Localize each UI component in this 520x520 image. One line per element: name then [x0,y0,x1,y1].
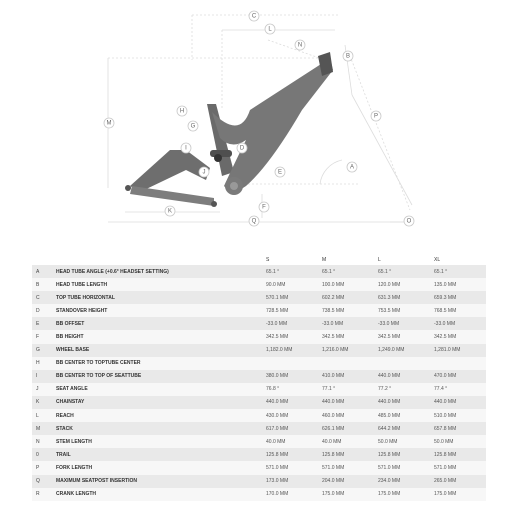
dimension-label-text: P [373,113,379,120]
row-key: A [32,265,52,278]
row-key: N [32,435,52,448]
dimension-label-text: K [167,208,173,215]
row-value-xl: 135.0 MM [430,278,486,291]
row-value-xl: 50.0 MM [430,435,486,448]
row-value-l: 631.3 MM [374,291,430,304]
row-value-m: 460.0 MM [318,409,374,422]
table-row [32,357,486,370]
row-value-xl: 659.3 MM [430,291,486,304]
row-value-l: 644.2 MM [374,422,430,435]
header-size-s: S [266,257,270,263]
table-row [32,291,486,304]
header-size-m: M [322,257,327,263]
table-row [32,461,486,474]
row-key: K [32,396,52,409]
row-measurement-name: STANDOVER HEIGHT [52,304,262,317]
dimension-label-i [181,143,191,153]
dimension-label-text: M [106,120,112,127]
row-measurement-name: BB HEIGHT [52,330,262,343]
row-value-s: 617.0 MM [262,422,318,435]
row-measurement-name: BB OFFSET [52,317,262,330]
dimension-label-d [237,143,247,153]
row-value-m: 77.1 ° [318,383,374,396]
row-value-m: 125.8 MM [318,448,374,461]
row-value-s [262,357,318,370]
row-value-xl: 1,281.0 MM [430,344,486,357]
row-key: J [32,383,52,396]
dimension-label-text: L [268,26,272,33]
row-key: R [32,488,52,501]
header-size-l: L [378,257,381,263]
row-value-s: 40.0 MM [262,435,318,448]
row-value-m: 410.0 MM [318,370,374,383]
dimension-label-text: H [179,108,185,115]
row-measurement-name: TRAIL [52,448,262,461]
row-value-m: -33.0 MM [318,317,374,330]
row-measurement-name: CHAINSTAY [52,396,262,409]
row-value-xl: 470.0 MM [430,370,486,383]
geometry-diagram [0,0,520,240]
row-value-l: 1,249.0 MM [374,344,430,357]
dimension-label-text: G [190,123,196,130]
row-value-xl: 342.5 MM [430,330,486,343]
row-value-xl: 65.1 ° [430,265,486,278]
row-value-s: 570.1 MM [262,291,318,304]
row-value-s: 440.0 MM [262,396,318,409]
table-row [32,409,486,422]
row-value-xl: 125.8 MM [430,448,486,461]
row-measurement-name: STACK [52,422,262,435]
geometry-table [32,255,486,501]
row-value-xl: 265.0 MM [430,475,486,488]
dimension-label-q [249,216,259,226]
dimension-label-text: J [202,169,206,176]
dimension-label-l [265,24,275,34]
row-value-s: 65.1 ° [262,265,318,278]
dimension-label-e [275,167,285,177]
dimension-label-text: Q [251,218,257,225]
row-value-m: 65.1 ° [318,265,374,278]
row-value-s: 76.8 ° [262,383,318,396]
row-value-xl: 657.8 MM [430,422,486,435]
dimension-label-text: N [297,42,303,49]
row-value-s: -33.0 MM [262,317,318,330]
row-value-l: 753.5 MM [374,304,430,317]
row-value-m: 40.0 MM [318,435,374,448]
dimension-label-p [371,111,381,121]
dimension-label-c [249,11,259,21]
dimension-label-text: A [349,164,355,171]
dimension-label-b [343,51,353,61]
row-value-m: 602.2 MM [318,291,374,304]
row-value-xl [430,357,486,370]
row-key: H [32,357,52,370]
dimension-label-n [295,40,305,50]
row-measurement-name: SEAT ANGLE [52,383,262,396]
header-key [32,255,52,265]
row-key: E [32,317,52,330]
row-value-m: 175.0 MM [318,488,374,501]
dimension-label-text: B [345,53,351,60]
row-value-l: 77.2 ° [374,383,430,396]
row-value-m: 204.0 MM [318,475,374,488]
dimension-label-text: F [262,204,266,211]
row-measurement-name: WHEEL BASE [52,344,262,357]
row-value-s: 90.0 MM [262,278,318,291]
row-value-l: 485.0 MM [374,409,430,422]
row-value-l: 571.0 MM [374,461,430,474]
row-measurement-name: BB CENTER TO TOPTUBE CENTER [52,357,262,370]
row-value-l: 440.0 MM [374,370,430,383]
row-value-s: 170.0 MM [262,488,318,501]
header-measurement [52,255,262,265]
row-measurement-name: BB CENTER TO TOP OF SEATTUBE [52,370,262,383]
row-value-xl: 571.0 MM [430,461,486,474]
table-row [32,383,486,396]
row-key: D [32,304,52,317]
row-key: P [32,461,52,474]
row-value-xl: 175.0 MM [430,488,486,501]
dimension-label-text: C [251,13,257,20]
row-value-l: 125.8 MM [374,448,430,461]
row-value-m: 738.5 MM [318,304,374,317]
row-measurement-name: HEAD TUBE LENGTH [52,278,262,291]
dimension-label-o [404,216,414,226]
row-value-s: 380.0 MM [262,370,318,383]
row-value-s: 173.0 MM [262,475,318,488]
row-value-l: 50.0 MM [374,435,430,448]
row-measurement-name: STEM LENGTH [52,435,262,448]
table-row [32,422,486,435]
row-key: F [32,330,52,343]
row-key: Q [32,475,52,488]
table-row [32,344,486,357]
row-measurement-name: CRANK LENGTH [52,488,262,501]
row-value-m: 571.0 MM [318,461,374,474]
table-row [32,475,486,488]
row-value-m: 1,216.0 MM [318,344,374,357]
row-value-l: 234.0 MM [374,475,430,488]
table-row [32,370,486,383]
row-key: 0 [32,448,52,461]
row-value-l: 342.5 MM [374,330,430,343]
dimension-label-g [188,121,198,131]
dimension-label-a [347,162,357,172]
row-value-m [318,357,374,370]
dimension-label-k [165,206,175,216]
table-row [32,265,486,278]
row-value-xl: 77.4 ° [430,383,486,396]
row-value-s: 430.0 MM [262,409,318,422]
table-header-row [32,255,486,265]
row-value-l: -33.0 MM [374,317,430,330]
row-value-xl: 768.5 MM [430,304,486,317]
row-key: I [32,370,52,383]
row-measurement-name: REACH [52,409,262,422]
row-measurement-name: HEAD TUBE ANGLE (+0.6° HEADSET SETTING) [52,265,262,278]
dimension-label-m [104,118,114,128]
row-key: B [32,278,52,291]
dimension-label-text: D [239,145,245,152]
row-key: M [32,422,52,435]
table-row [32,396,486,409]
row-value-s: 728.5 MM [262,304,318,317]
table-row [32,317,486,330]
row-value-xl: -33.0 MM [430,317,486,330]
table-row [32,448,486,461]
dimension-label-text: O [406,218,412,225]
table-row [32,330,486,343]
row-value-l: 65.1 ° [374,265,430,278]
row-value-m: 626.1 MM [318,422,374,435]
row-measurement-name: FORK LENGTH [52,461,262,474]
table-row [32,304,486,317]
row-key: L [32,409,52,422]
row-value-s: 342.5 MM [262,330,318,343]
header-size-xl: XL [434,257,441,263]
row-value-s: 125.8 MM [262,448,318,461]
dimension-label-j [199,167,209,177]
dimension-label-h [177,106,187,116]
row-value-m: 342.5 MM [318,330,374,343]
row-key: C [32,291,52,304]
row-measurement-name: TOP TUBE HORIZONTAL [52,291,262,304]
row-value-m: 100.0 MM [318,278,374,291]
dimension-label-f [259,202,269,212]
table-row [32,488,486,501]
dimension-label-text: I [185,145,187,152]
row-value-xl: 510.0 MM [430,409,486,422]
row-measurement-name: MAXIMUM SEATPOST INSERTION [52,475,262,488]
dimension-label-text: E [277,169,283,176]
table-row [32,278,486,291]
table-row [32,435,486,448]
row-value-xl: 440.0 MM [430,396,486,409]
row-key: G [32,344,52,357]
row-value-l: 175.0 MM [374,488,430,501]
row-value-l: 440.0 MM [374,396,430,409]
row-value-s: 571.0 MM [262,461,318,474]
row-value-m: 440.0 MM [318,396,374,409]
row-value-s: 1,182.0 MM [262,344,318,357]
row-value-l [374,357,430,370]
row-value-l: 120.0 MM [374,278,430,291]
